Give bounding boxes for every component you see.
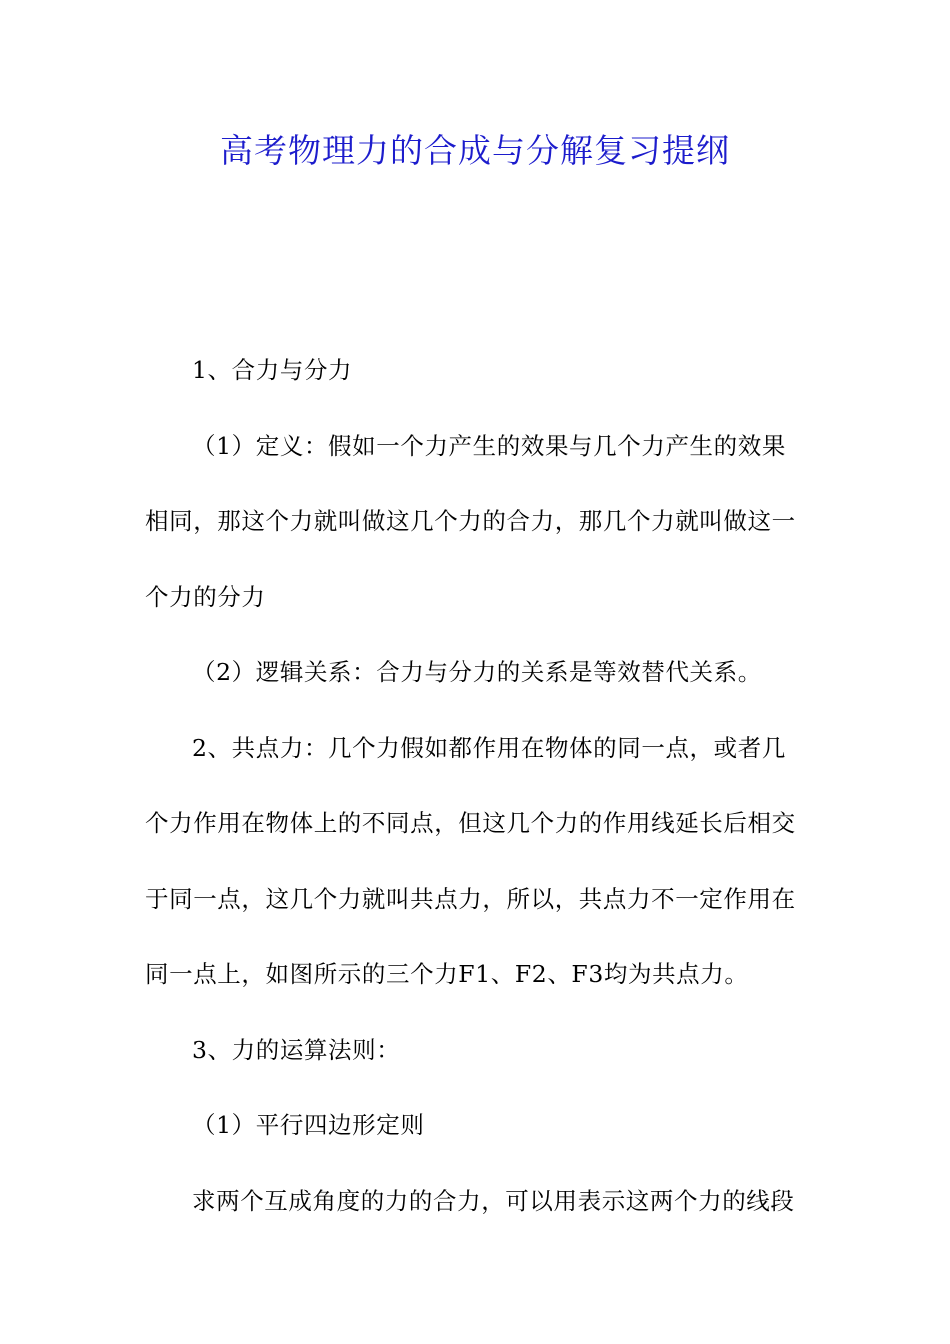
paragraph-definition: （1）定义：假如一个力产生的效果与几个力产生的效果相同，那这个力就叫做这几个力的合力，那几个力就叫做这一个力的分力 <box>145 431 796 611</box>
paragraph-section-3-heading: 3、力的运算法则： <box>192 1035 401 1064</box>
paragraph-parallelogram-rule: （1）平行四边形定则 <box>192 1111 425 1139</box>
paragraph-logical-relation: （2）逻辑关系：合力与分力的关系是等效替代关系。 <box>192 658 762 686</box>
paragraph-concurrent-forces: 2、共点力：几个力假如都作用在物体的同一点，或者几个力作用在物体上的不同点，但这几个力的作用线延长后相交于同一点，这几个力就叫共点力，所以，共点力不一定作用在同一点上，如图所示的三个力F1、F2、F3均为共点力。 <box>145 733 796 988</box>
paragraph-section-1-heading: 1、合力与分力 <box>192 356 353 384</box>
document-title: 高考物理力的合成与分解复习提纲 <box>220 131 730 170</box>
document-body <box>145 333 807 1239</box>
paragraph-resultant-method: 求两个互成角度的力的合力，可以用表示这两个力的线段 <box>192 1186 795 1215</box>
